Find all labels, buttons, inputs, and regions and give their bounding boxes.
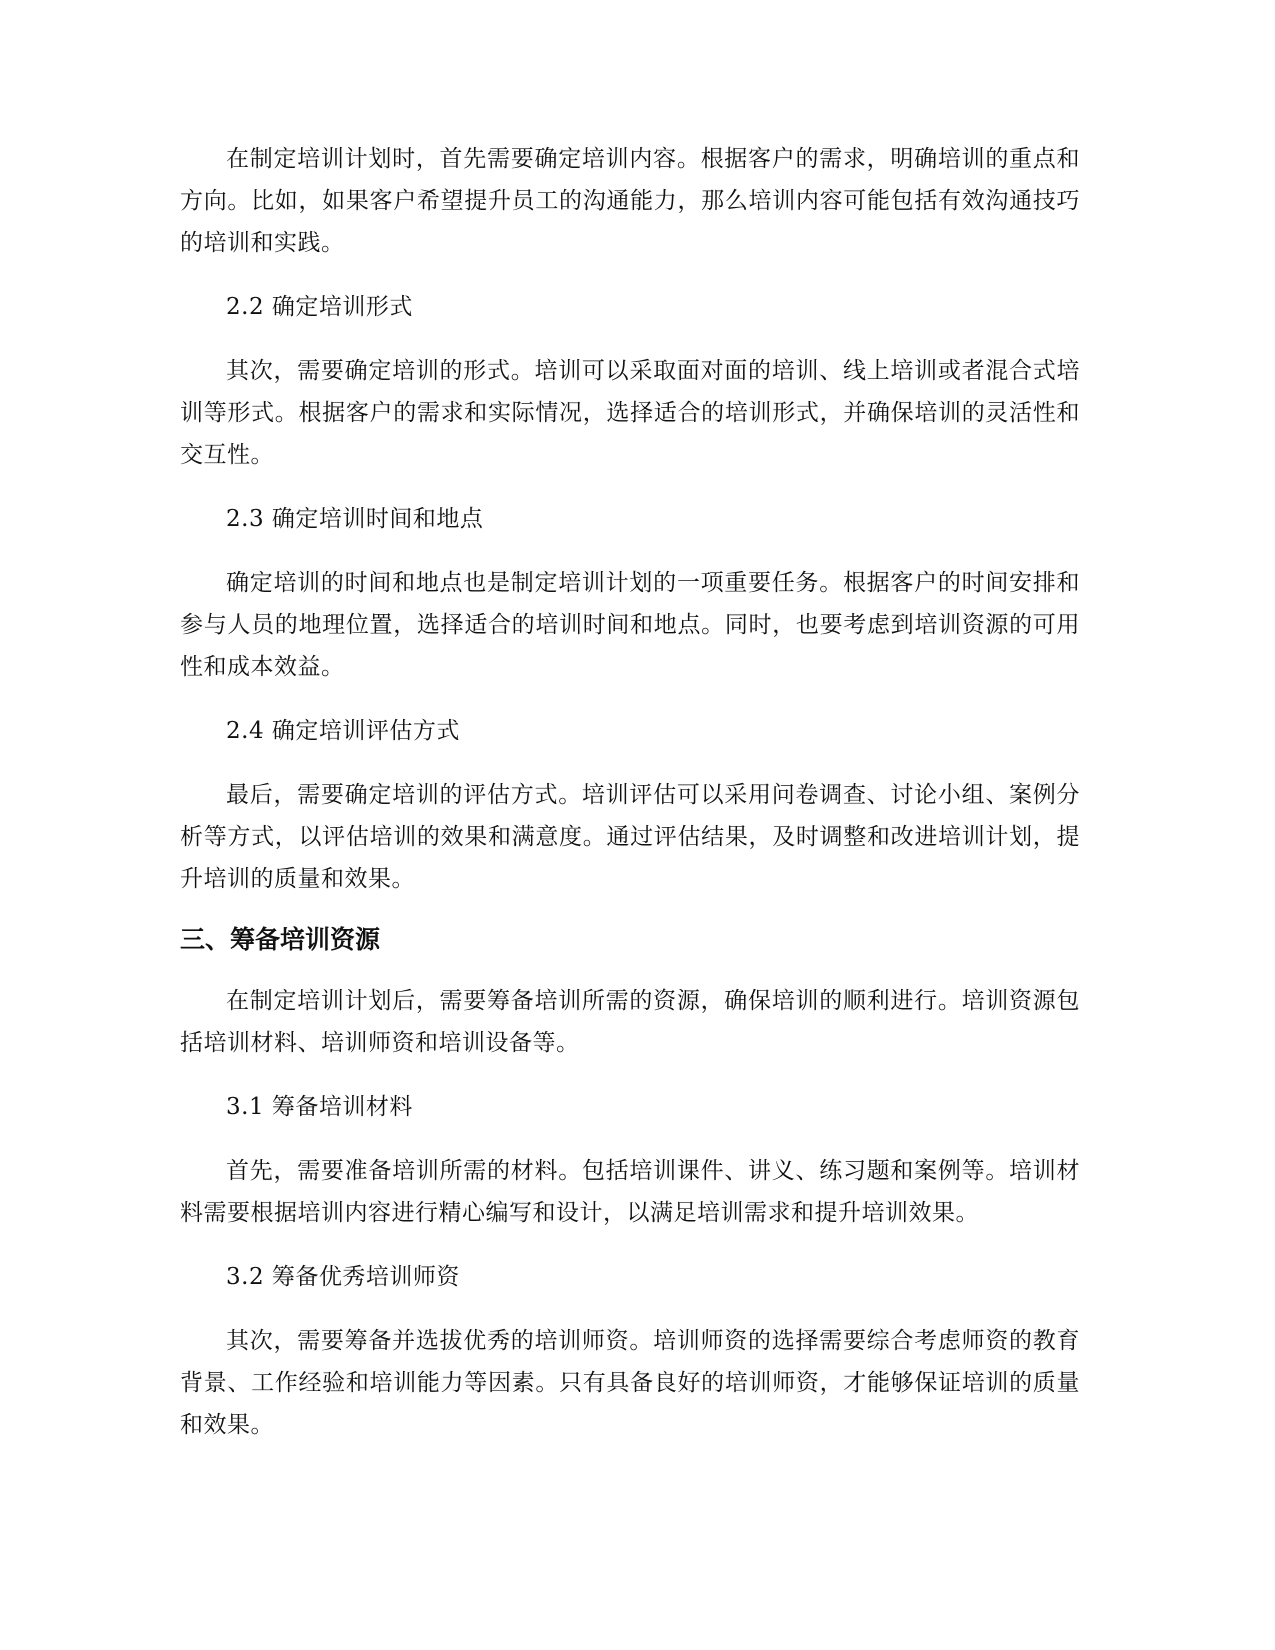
paragraph-prepare-resources: 在制定培训计划后，需要筹备培训所需的资源，确保培训的顺利进行。培训资源包括培训材料、培训师资和培训设备等。 (180, 988, 1080, 1056)
paragraph-training-materials: 首先，需要准备培训所需的材料。包括培训课件、讲义、练习题和案例等。培训材料需要根据培训内容进行精心编写和设计，以满足培训需求和提升培训效果。 (180, 1158, 1080, 1226)
paragraph-training-content: 在制定培训计划时，首先需要确定培训内容。根据客户的需求，明确培训的重点和方向。比如，如果客户希望提升员工的沟通能力，那么培训内容可能包括有效沟通技巧的培训和实践。 (180, 146, 1080, 256)
document-page (180, 138, 1080, 1446)
subheading-2-2: 2.2 确定培训形式 (226, 294, 413, 320)
subheading-3-2: 3.2 筹备优秀培训师资 (226, 1264, 460, 1290)
subheading-2-4: 2.4 确定培训评估方式 (226, 718, 460, 744)
subheading-3-1: 3.1 筹备培训材料 (226, 1094, 413, 1120)
paragraph-training-evaluation: 最后，需要确定培训的评估方式。培训评估可以采用问卷调查、讨论小组、案例分析等方式，以评估培训的效果和满意度。通过评估结果，及时调整和改进培训计划，提升培训的质量和效果。 (180, 782, 1080, 892)
paragraph-training-instructors: 其次，需要筹备并选拔优秀的培训师资。培训师资的选择需要综合考虑师资的教育背景、工作经验和培训能力等因素。只有具备良好的培训师资，才能够保证培训的质量和效果。 (180, 1328, 1080, 1438)
paragraph-training-time-place: 确定培训的时间和地点也是制定培训计划的一项重要任务。根据客户的时间安排和参与人员的地理位置，选择适合的培训时间和地点。同时，也要考虑到培训资源的可用性和成本效益。 (180, 570, 1080, 680)
section-heading-3: 三、筹备培训资源 (180, 925, 381, 954)
subheading-2-3: 2.3 确定培训时间和地点 (226, 506, 484, 532)
paragraph-training-format: 其次，需要确定培训的形式。培训可以采取面对面的培训、线上培训或者混合式培训等形式。根据客户的需求和实际情况，选择适合的培训形式，并确保培训的灵活性和交互性。 (180, 358, 1080, 468)
